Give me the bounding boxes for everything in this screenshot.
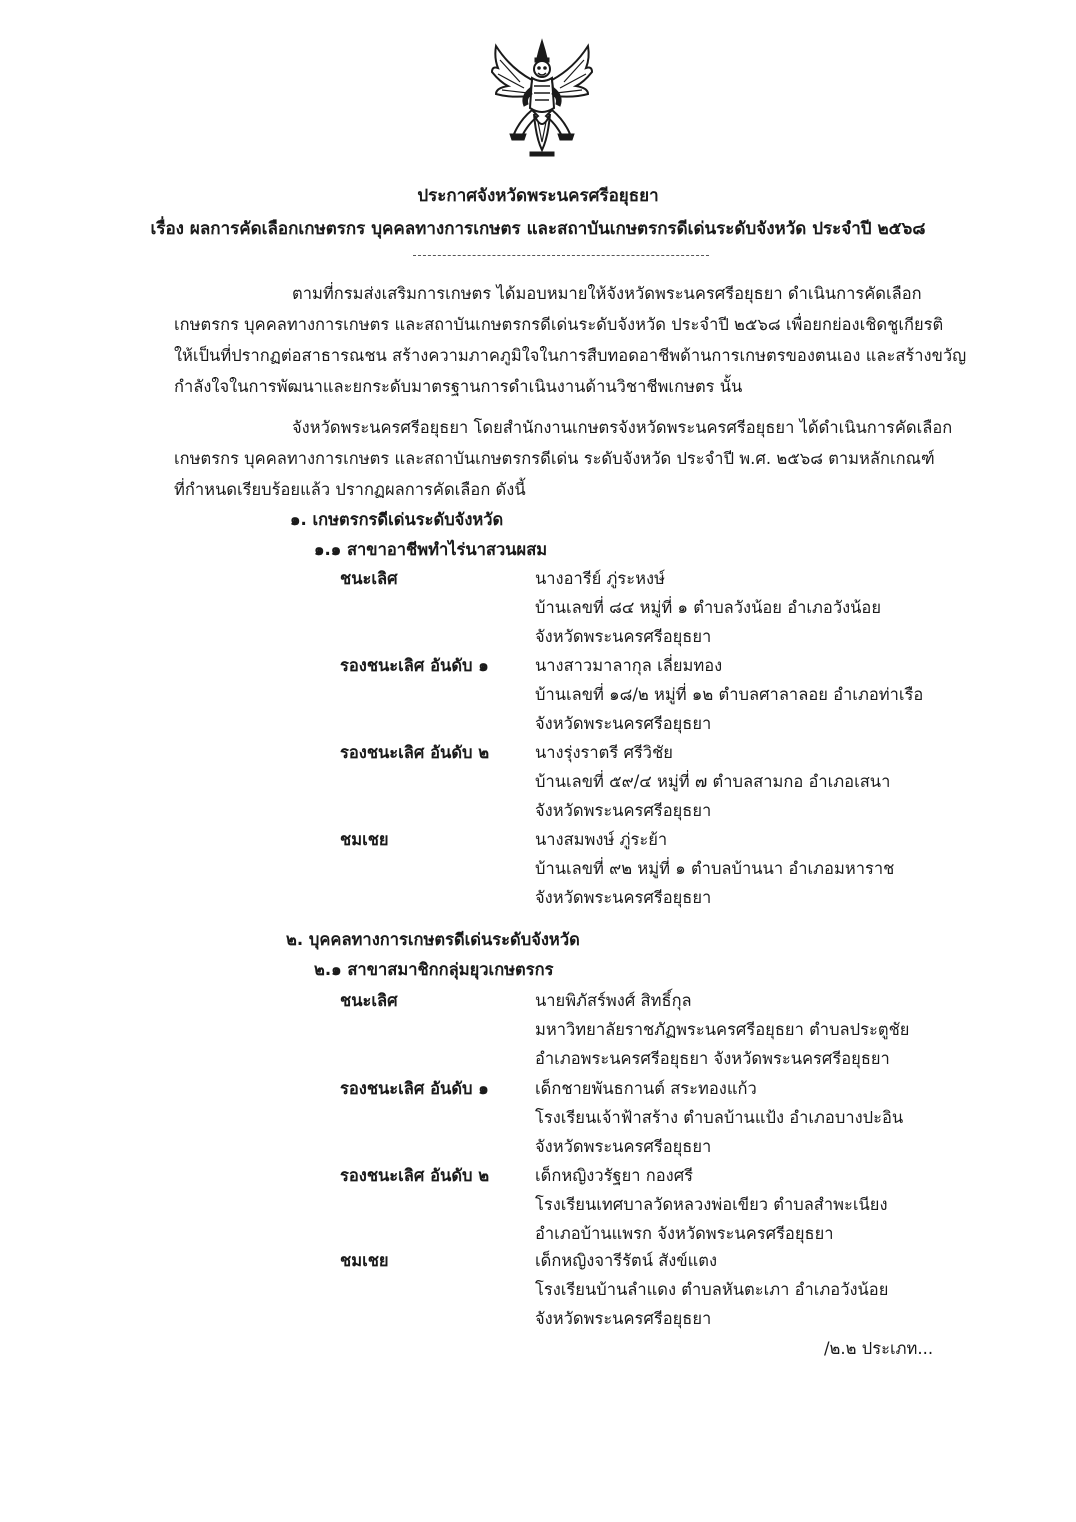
rank-label: รองชนะเลิศ อันดับ ๑ [340, 656, 489, 675]
winner-province: จังหวัดพระนครศรีอยุธยา [535, 1137, 712, 1156]
runner-up-2-entry [535, 738, 890, 825]
winner-name: นายพิภัสร์พงศ์ สิทธิ์กุล [535, 991, 692, 1010]
winner-province: อำเภอพระนครศรีอยุธยา จังหวัดพระนครศรีอยุธยา [535, 1049, 890, 1068]
intro-line: เกษตรกร บุคคลทางการเกษตร และสถาบันเกษตรกรดีเด่นระดับจังหวัด ประจำปี ๒๕๖๘ เพื่อยกย่องเชิดชูเกียรติ [174, 315, 944, 334]
winner-entry [535, 986, 909, 1073]
winner-address: มหาวิทยาลัยราชภัฏพระนครศรีอยุธยา ตำบลประตูชัย [535, 1020, 910, 1039]
winner-province: จังหวัดพระนครศรีอยุธยา [535, 888, 712, 907]
winner-province: อำเภอบ้านแพรก จังหวัดพระนครศรีอยุธยา [535, 1224, 834, 1243]
winner-address: โรงเรียนเจ้าฟ้าสร้าง ตำบลบ้านแป้ง อำเภอบางปะอิน [535, 1108, 904, 1127]
announcement-subject: เรื่อง ผลการคัดเลือกเกษตรกร บุคคลทางการเกษตร และสถาบันเกษตรกรดีเด่นระดับจังหวัด ประจำปี ๒๕๖๘ [150, 219, 926, 239]
title-divider [413, 255, 709, 256]
winner-address: บ้านเลขที่ ๘๔ หมู่ที่ ๑ ตำบลวังน้อย อำเภอวังน้อย [535, 598, 881, 617]
honorable-mention-entry [535, 825, 894, 912]
winner-address: โรงเรียนเทศบาลวัดหลวงพ่อเขียว ตำบลสำพะเนียง [535, 1195, 888, 1214]
continuation-marker: /๒.๒ ประเภท... [824, 1339, 934, 1358]
rank-label: รองชนะเลิศ อันดับ ๑ [340, 1079, 489, 1098]
second-paragraph [174, 412, 953, 505]
winner-address: บ้านเลขที่ ๑๘/๒ หมู่ที่ ๑๒ ตำบลศาลาลอย อำเภอท่าเรือ [535, 685, 924, 704]
announcement-title: ประกาศจังหวัดพระนครศรีอยุธยา [417, 186, 659, 206]
rank-label: ชมเชย [340, 830, 389, 849]
winner-province: จังหวัดพระนครศรีอยุธยา [535, 627, 712, 646]
rank-label: ชนะเลิศ [340, 569, 398, 588]
winner-entry [535, 564, 881, 651]
winner-province: จังหวัดพระนครศรีอยุธยา [535, 1309, 712, 1328]
section-2-heading: ๒. บุคคลทางการเกษตรดีเด่นระดับจังหวัด [286, 930, 580, 949]
runner-up-2-entry [535, 1161, 888, 1248]
runner-up-1-entry [535, 1074, 903, 1161]
rank-label: รองชนะเลิศ อันดับ ๒ [340, 1166, 490, 1185]
intro-line: กำลังใจในการพัฒนาและยกระดับมาตรฐานการดำเนินงานด้านวิชาชีพเกษตร นั้น [174, 377, 743, 396]
intro2-line: จังหวัดพระนครศรีอยุธยา โดยสำนักงานเกษตรจังหวัดพระนครศรีอยุธยา ได้ดำเนินการคัดเลือก [292, 418, 953, 437]
runner-up-1-entry [535, 651, 923, 738]
winner-name: เด็กหญิงจารีรัตน์ สังข์แตง [535, 1251, 718, 1270]
honorable-mention-entry [535, 1246, 888, 1333]
intro-line: ให้เป็นที่ปรากฏต่อสาธารณชน สร้างความภาคภูมิใจในการสืบทอดอาชีพด้านการเกษตรของตนเอง และสร้างขวัญ [174, 346, 967, 365]
winner-name: เด็กหญิงวรัฐยา กองศรี [535, 1166, 694, 1185]
winner-name: นางรุ่งราตรี ศรีวิชัย [535, 743, 673, 762]
garuda-emblem-icon [490, 38, 594, 160]
winner-name: เด็กชายพันธกานต์ สระทองแก้ว [535, 1079, 757, 1098]
intro-line: ตามที่กรมส่งเสริมการเกษตร ได้มอบหมายให้จังหวัดพระนครศรีอยุธยา ดำเนินการคัดเลือก [292, 284, 922, 303]
winner-name: นางสมพงษ์ ภู่ระย้า [535, 830, 668, 849]
winner-address: บ้านเลขที่ ๕๙/๔ หมู่ที่ ๗ ตำบลสามกอ อำเภอเสนา [535, 772, 891, 791]
rank-label: ชนะเลิศ [340, 991, 398, 1010]
intro-paragraph [174, 278, 967, 402]
intro2-line: เกษตรกร บุคคลทางการเกษตร และสถาบันเกษตรกรดีเด่น ระดับจังหวัด ประจำปี พ.ศ. ๒๕๖๘ ตามหลักเกณฑ์ [174, 449, 935, 468]
winner-province: จังหวัดพระนครศรีอยุธยา [535, 801, 712, 820]
winner-name: นางสาวมาลากุล เลี่ยมทอง [535, 656, 723, 675]
winner-address: บ้านเลขที่ ๙๒ หมู่ที่ ๑ ตำบลบ้านนา อำเภอมหาราช [535, 859, 895, 878]
intro2-line: ที่กำหนดเรียบร้อยแล้ว ปรากฏผลการคัดเลือก ดังนี้ [174, 480, 526, 499]
winner-address: โรงเรียนบ้านลำแดง ตำบลหันตะเภา อำเภอวังน้อย [535, 1280, 889, 1299]
winner-name: นางอารีย์ ภู่ระหงษ์ [535, 569, 665, 588]
rank-label: ชมเชย [340, 1251, 389, 1270]
section-1-heading: ๑. เกษตรกรดีเด่นระดับจังหวัด [290, 510, 504, 529]
section-2-1-heading: ๒.๑ สาขาสมาชิกกลุ่มยุวเกษตรกร [314, 960, 554, 979]
winner-province: จังหวัดพระนครศรีอยุธยา [535, 714, 712, 733]
rank-label: รองชนะเลิศ อันดับ ๒ [340, 743, 490, 762]
section-1-1-heading: ๑.๑ สาขาอาชีพทำไร่นาสวนผสม [314, 540, 548, 559]
